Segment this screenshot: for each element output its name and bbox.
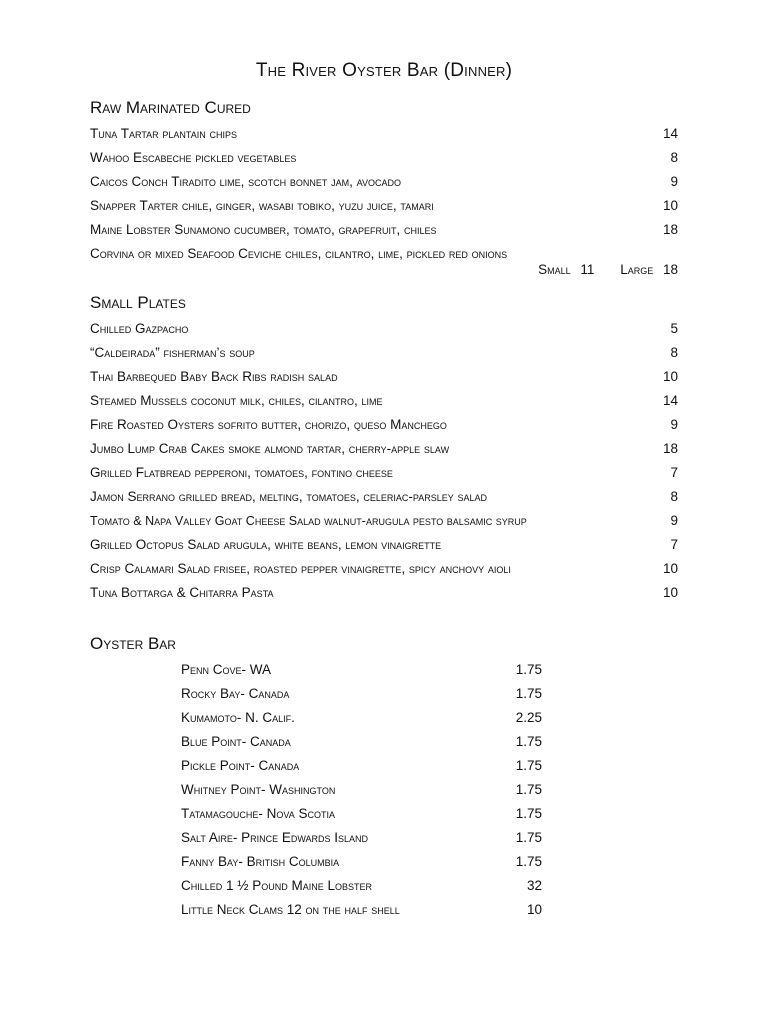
- item-name: Tuna Tartar plantain chips: [90, 126, 238, 141]
- item-price: 9: [670, 417, 678, 432]
- item-price: 10: [662, 198, 678, 213]
- raw-items-list: [90, 122, 678, 283]
- list-item: [90, 365, 678, 389]
- item-price: 1.75: [515, 686, 542, 701]
- item-price: 7: [670, 465, 678, 480]
- list-item: [181, 658, 542, 682]
- section-title-raw: Raw Marinated Cured: [90, 98, 251, 117]
- item-price: 9: [670, 174, 678, 189]
- list-item: [90, 461, 678, 485]
- list-item: [90, 437, 678, 461]
- list-item: [181, 898, 542, 922]
- list-item: [181, 826, 542, 850]
- item-name: Little Neck Clams 12 on the half shell: [181, 902, 400, 917]
- list-item: [181, 850, 542, 874]
- page-title: The River Oyster Bar (Dinner): [255, 60, 513, 81]
- list-item: [90, 317, 678, 341]
- item-name: Tuna Bottarga & Chitarra Pasta: [90, 585, 274, 600]
- list-item: [90, 509, 678, 533]
- list-item: [90, 533, 678, 557]
- item-price: 32: [526, 878, 542, 893]
- item-name: Jumbo Lump Crab Cakes smoke almond tartar, cherry-apple slaw: [90, 441, 450, 456]
- small-price: 11: [580, 262, 595, 277]
- item-name: Tatamagouche- Nova Scotia: [181, 806, 336, 821]
- item-name: Whitney Point- Washington: [181, 782, 336, 797]
- item-price: 14: [662, 126, 678, 141]
- list-item: [90, 485, 678, 509]
- large-price: 18: [662, 262, 678, 277]
- item-name: Caicos Conch Tiradito lime, scotch bonnet jam, avocado: [90, 174, 401, 189]
- item-price: 1.75: [515, 782, 542, 797]
- item-name: Rocky Bay- Canada: [181, 686, 290, 701]
- list-item: [90, 194, 678, 218]
- item-price: 18: [662, 222, 678, 237]
- item-name: Chilled Gazpacho: [90, 321, 189, 336]
- item-price: 10: [662, 585, 678, 600]
- item-name: Corvina or mixed Seafood Ceviche chiles, cilantro, lime, pickled red onions: [90, 246, 508, 261]
- item-price: 8: [670, 345, 678, 360]
- list-item-ceviche: [90, 242, 678, 283]
- item-name: Kumamoto- N. Calif.: [181, 710, 295, 725]
- item-name: Pickle Point- Canada: [181, 758, 300, 773]
- oyster-bar-list: [181, 658, 542, 922]
- list-item: [90, 218, 678, 242]
- item-name: Blue Point- Canada: [181, 734, 291, 749]
- item-name: Steamed Mussels coconut milk, chiles, cilantro, lime: [90, 393, 383, 408]
- item-name: Fanny Bay- British Columbia: [181, 854, 340, 869]
- item-price: 10: [662, 561, 678, 576]
- item-name: Snapper Tarter chile, ginger, wasabi tobiko, yuzu juice, tamari: [90, 198, 434, 213]
- item-price: 1.75: [515, 662, 542, 677]
- item-price: 1.75: [515, 830, 542, 845]
- item-price: 10: [662, 369, 678, 384]
- list-item: [90, 581, 678, 605]
- list-item: [181, 778, 542, 802]
- list-item: [181, 874, 542, 898]
- list-item: [181, 706, 542, 730]
- item-price: 1.75: [515, 854, 542, 869]
- item-name: Jamon Serrano grilled bread, melting, tomatoes, celeriac-parsley salad: [90, 489, 488, 504]
- item-price: 1.75: [515, 734, 542, 749]
- item-price: 7: [670, 537, 678, 552]
- list-item: [90, 146, 678, 170]
- item-price: 8: [670, 489, 678, 504]
- item-price: 10: [526, 902, 542, 917]
- list-item: [181, 682, 542, 706]
- ceviche-sizes: [532, 261, 678, 279]
- item-name: Salt Aire- Prince Edwards Island: [181, 830, 369, 845]
- item-name: Fire Roasted Oysters sofrito butter, chorizo, queso Manchego: [90, 417, 447, 432]
- small-label: Small: [538, 262, 571, 277]
- section-title-oyster-bar: Oyster Bar: [90, 634, 176, 653]
- item-name: Grilled Flatbread pepperoni, tomatoes, fontino cheese: [90, 465, 393, 480]
- item-price: 9: [670, 513, 678, 528]
- item-name: Thai Barbequed Baby Back Ribs radish salad: [90, 369, 338, 384]
- item-price: 1.75: [515, 806, 542, 821]
- list-item: [90, 557, 678, 581]
- list-item: [181, 730, 542, 754]
- item-price: 2.25: [515, 710, 542, 725]
- item-name: Crisp Calamari Salad frisee, roasted pepper vinaigrette, spicy anchovy aioli: [90, 561, 511, 576]
- item-name: “Caldeirada” fisherman’s soup: [90, 345, 255, 360]
- item-price: 8: [670, 150, 678, 165]
- list-item: [90, 170, 678, 194]
- list-item: [90, 389, 678, 413]
- list-item: [90, 122, 678, 146]
- list-item: [90, 413, 678, 437]
- item-price: 1.75: [515, 758, 542, 773]
- item-name: Grilled Octopus Salad arugula, white beans, lemon vinaigrette: [90, 537, 442, 552]
- item-price: 5: [670, 321, 678, 336]
- section-title-small-plates: Small Plates: [90, 293, 186, 312]
- item-name: Tomato & Napa Valley Goat Cheese Salad walnut-arugula pesto balsamic syrup: [90, 514, 527, 528]
- list-item: [90, 341, 678, 365]
- list-item: [181, 802, 542, 826]
- large-label: Large: [620, 262, 654, 277]
- list-item: [181, 754, 542, 778]
- item-name: Maine Lobster Sunamono cucumber, tomato, grapefruit, chiles: [90, 222, 437, 237]
- small-plates-list: [90, 317, 678, 605]
- item-price: 18: [662, 441, 678, 456]
- item-name: Wahoo Escabeche pickled vegetables: [90, 150, 297, 165]
- item-name: Chilled 1 ½ Pound Maine Lobster: [181, 878, 373, 893]
- item-name: Penn Cove- WA: [181, 662, 272, 677]
- item-price: 14: [662, 393, 678, 408]
